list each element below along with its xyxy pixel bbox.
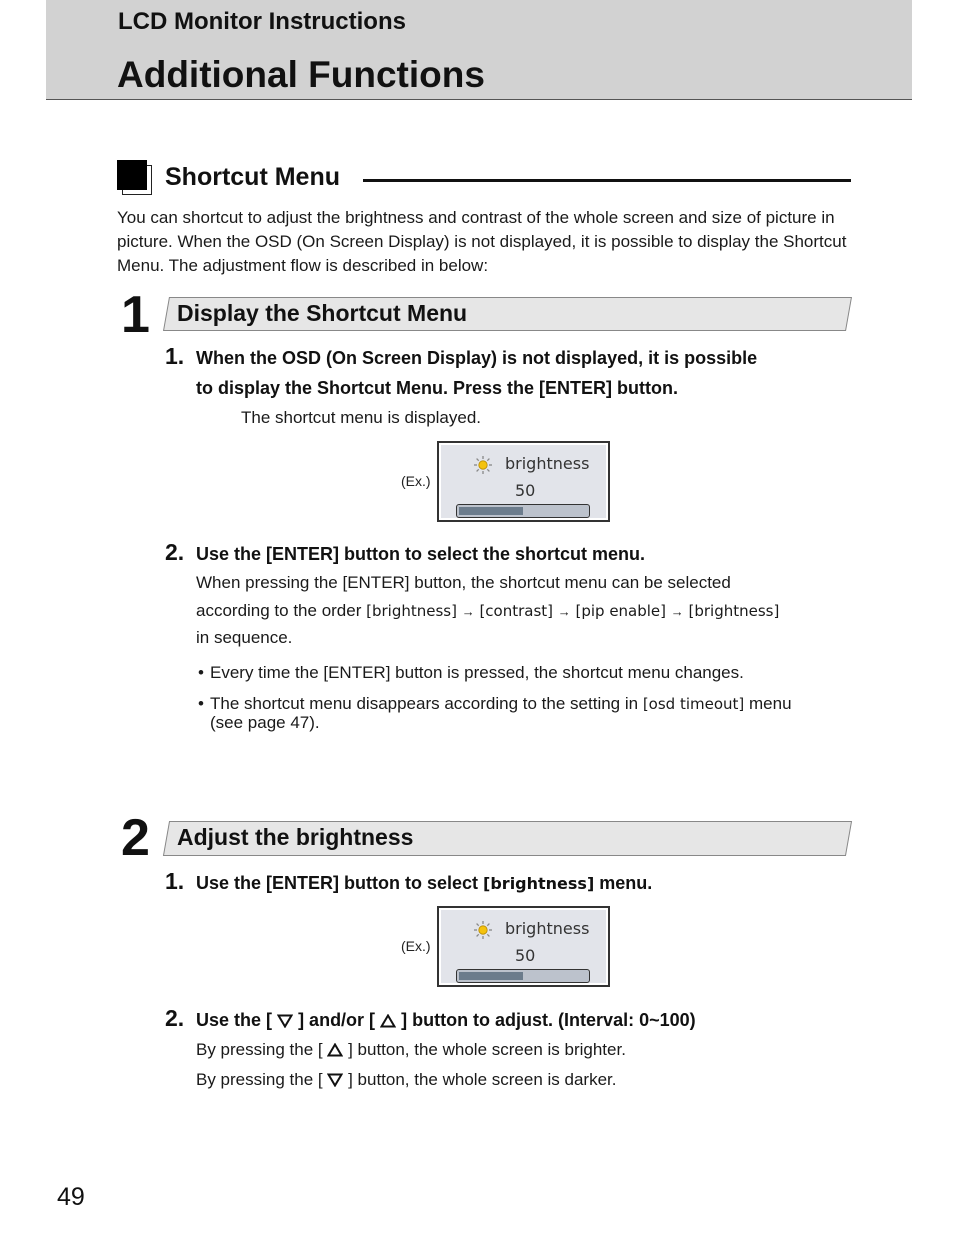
step-2-sub-2-title — [196, 1005, 696, 1035]
note-1: Every time the [ENTER] button is pressed, the shortcut menu changes. — [210, 663, 744, 682]
step-1-sub-2-body-line-1: When pressing the [ENTER] button, the shortcut menu can be selected — [196, 573, 731, 592]
arrow-right-icon: → — [557, 604, 571, 619]
step-1-sub-2-body-line-2 — [196, 597, 779, 625]
brighter-explanation — [196, 1036, 626, 1063]
section-title: Shortcut Menu — [165, 163, 340, 191]
step-2-sub-1-text — [196, 868, 652, 899]
note-2-term: [osd timeout] — [642, 695, 745, 713]
step-2-sub-2-t1: Use the [ — [196, 1010, 273, 1030]
page-title: Additional Functions — [117, 54, 485, 95]
section-marker-icon — [117, 160, 149, 192]
document-series-title: LCD Monitor Instructions — [118, 8, 406, 35]
darker-explanation — [196, 1066, 616, 1093]
step-1-sub-1-result: The shortcut menu is displayed. — [241, 408, 482, 427]
step-2-sub-1-suffix: menu. — [599, 873, 653, 893]
note-2 — [210, 694, 792, 714]
down-triangle-icon — [327, 1073, 343, 1087]
step-2-sub-1-prefix: Use the [ENTER] button to select — [196, 873, 479, 893]
osd-brightness-example — [437, 906, 610, 987]
sun-icon — [473, 920, 493, 940]
step-2-number: 2 — [121, 809, 150, 867]
example-label: (Ex.) — [401, 938, 431, 954]
step-1-number: 1 — [121, 286, 150, 344]
step-1-sub-1-number: 1. — [165, 343, 185, 369]
step-2-sub-1-number: 1. — [165, 868, 185, 894]
down-triangle-icon — [277, 1014, 293, 1028]
step-2-title: Adjust the brightness — [177, 824, 414, 850]
osd-level-bar — [456, 504, 590, 518]
step-2-sub-1-term: [brightness] — [483, 874, 595, 893]
osd-value: 50 — [515, 481, 536, 500]
order-item-contrast: [contrast] — [479, 602, 554, 620]
example-label: (Ex.) — [401, 473, 431, 489]
order-item-brightness: [brightness] — [366, 602, 457, 620]
sun-icon — [473, 455, 493, 475]
step-1-sub-2-title: Use the [ENTER] button to select the shortcut menu. — [196, 544, 646, 564]
brighter-text-1: By pressing the [ — [196, 1040, 323, 1059]
step-1-sub-1-line-2: to display the Shortcut Menu. Press the [ENTER] button. — [196, 378, 679, 398]
order-prefix: according to the order — [196, 601, 362, 620]
step-2-sub-2-t2: ] and/or [ — [298, 1010, 376, 1030]
order-item-brightness-return: [brightness] — [688, 602, 780, 620]
osd-label: brightness — [505, 454, 590, 473]
arrow-right-icon: → — [461, 604, 475, 619]
brighter-text-2: ] button, the whole screen is brighter. — [348, 1040, 626, 1059]
osd-value: 50 — [515, 946, 536, 965]
step-2-sub-2-t3: ] button to adjust. (Interval: 0~100) — [401, 1010, 696, 1030]
step-1-sub-1-line-1: When the OSD (On Screen Display) is not displayed, it is possible — [196, 348, 758, 368]
note-2-prefix: The shortcut menu disappears according to the setting in — [210, 694, 639, 713]
up-triangle-icon — [327, 1043, 343, 1057]
arrow-right-icon: → — [670, 604, 684, 619]
darker-text-2: ] button, the whole screen is darker. — [348, 1070, 617, 1089]
osd-brightness-example — [437, 441, 610, 522]
section-intro: You can shortcut to adjust the brightness and contrast of the whole screen and size of picture in picture. When the OSD (On Screen Display) is not displayed, it is possible to display the Shortcut Menu. The adjustment flow is described in below: — [117, 208, 847, 275]
order-item-pip-enable: [pip enable] — [575, 602, 667, 620]
step-1-title: Display the Shortcut Menu — [177, 300, 468, 326]
bullet-icon: • — [198, 663, 204, 682]
step-1-sub-2-number: 2. — [165, 539, 185, 565]
step-1-sub-2-body-line-3: in sequence. — [196, 628, 293, 647]
section-rule — [363, 179, 851, 182]
note-2-suffix: menu — [749, 694, 792, 713]
bullet-icon: • — [198, 694, 204, 713]
osd-level-bar — [456, 969, 590, 983]
osd-level-fill — [459, 972, 523, 980]
up-triangle-icon — [380, 1014, 396, 1028]
osd-level-fill — [459, 507, 523, 515]
osd-label: brightness — [505, 919, 590, 938]
note-2-line-2: (see page 47). — [210, 713, 320, 732]
darker-text-1: By pressing the [ — [196, 1070, 323, 1089]
step-2-sub-2-number: 2. — [165, 1005, 185, 1031]
page-number: 49 — [57, 1183, 85, 1211]
